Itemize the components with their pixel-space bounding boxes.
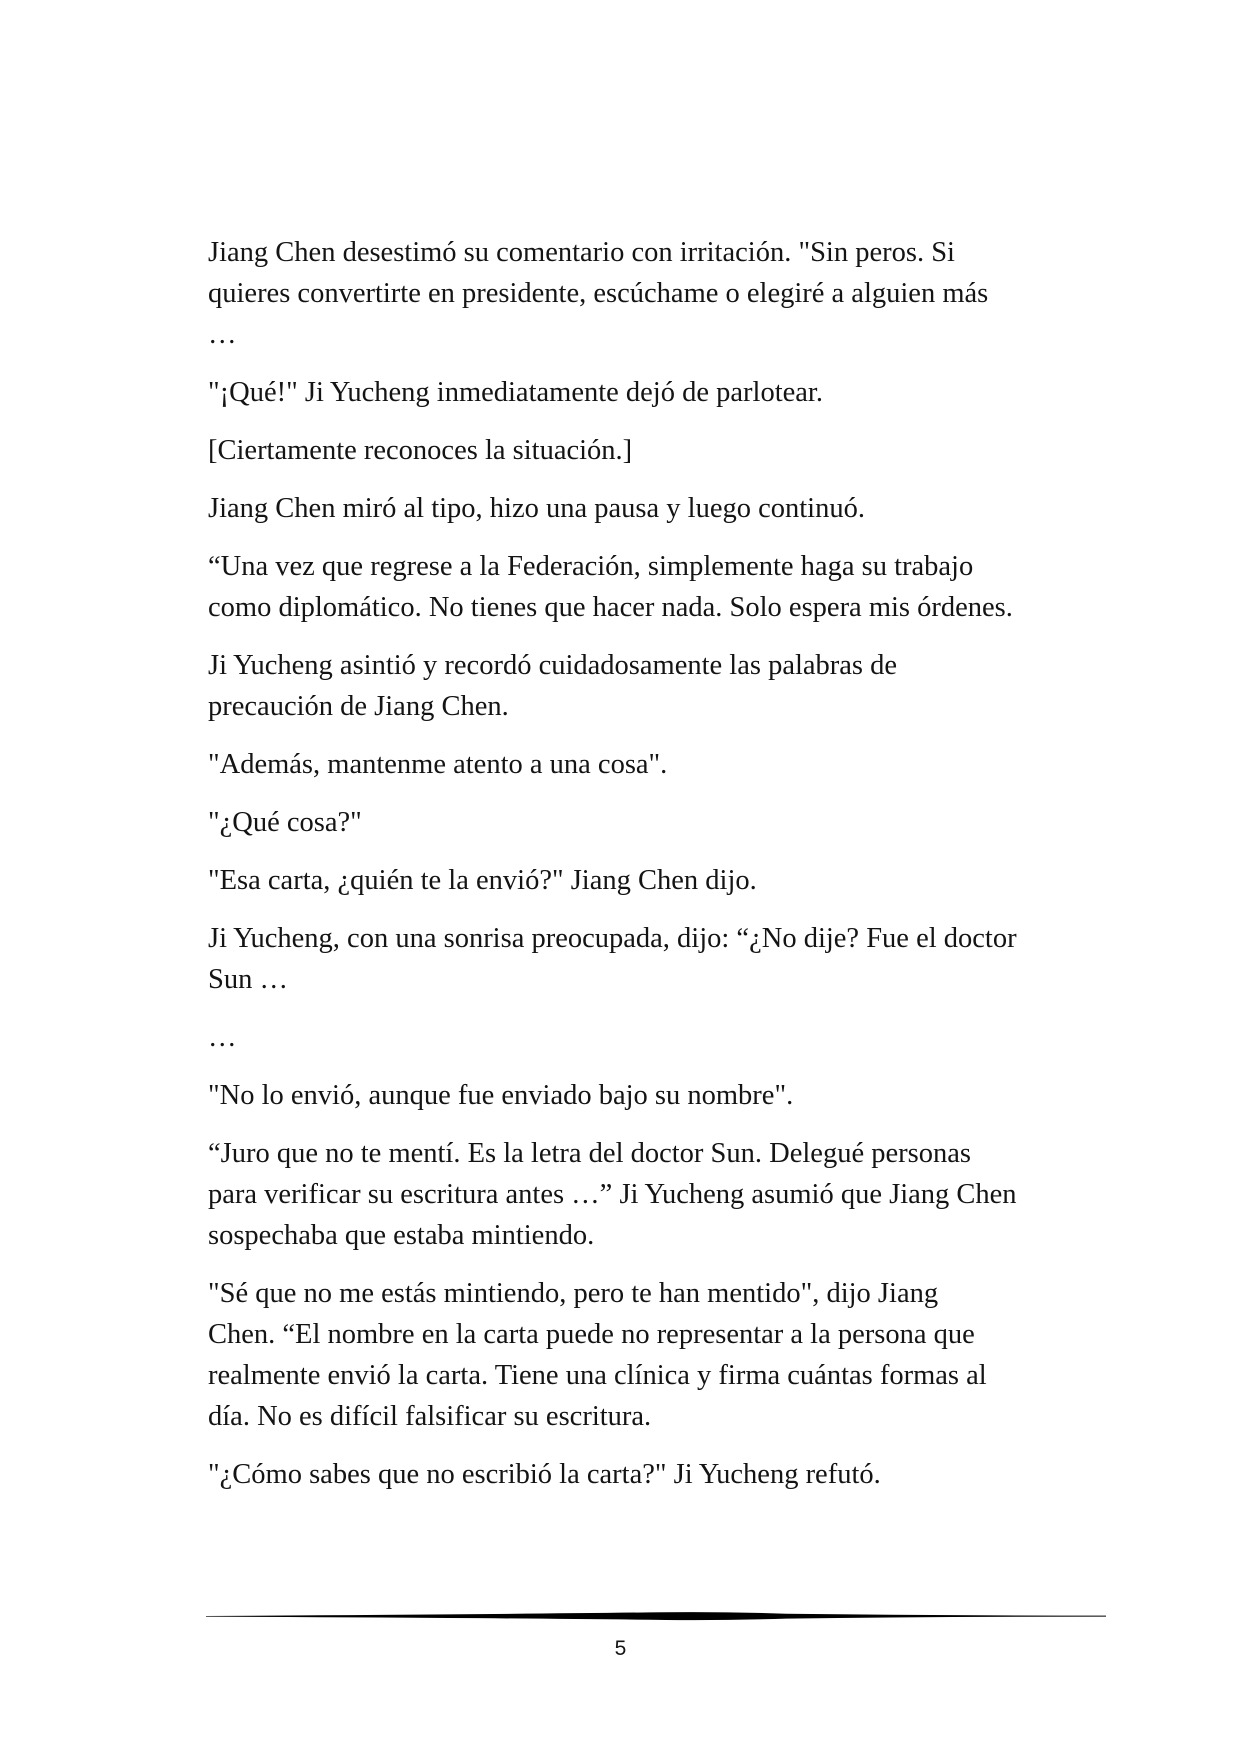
paragraph: "Esa carta, ¿quién te la envió?" Jiang Chen dijo. xyxy=(208,865,757,896)
paragraph: "¿Cómo sabes que no escribió la carta?" Ji Yucheng refutó. xyxy=(208,1459,881,1490)
paragraph: "¿Qué cosa?" xyxy=(208,807,362,838)
paragraph: "No lo envió, aunque fue enviado bajo su nombre". xyxy=(208,1080,794,1111)
paragraph: … xyxy=(208,1022,237,1053)
paragraph: Jiang Chen miró al tipo, hizo una pausa y luego continuó. xyxy=(208,493,865,524)
paragraph: "Sé que no me estás mintiendo, pero te han mentido", dijo Jiang Chen. “El nombre en la carta puede no representar a la persona que realmente envió la carta. Tiene una clínica y firma cuántas formas al día. No es difícil falsificar su escritura. xyxy=(208,1278,987,1432)
paragraph: Ji Yucheng asintió y recordó cuidadosamente las palabras de precaución de Jiang Chen. xyxy=(208,650,898,722)
paragraph: "Además, mantenme atento a una cosa". xyxy=(208,749,668,780)
paragraph: “Una vez que regrese a la Federación, simplemente haga su trabajo como diplomático. No tienes que hacer nada. Solo espera mis órdenes. xyxy=(208,551,1013,623)
paragraph: [Ciertamente reconoces la situación.] xyxy=(208,435,633,466)
paragraph: Ji Yucheng, con una sonrisa preocupada, dijo: “¿No dije? Fue el doctor Sun … xyxy=(208,923,1017,995)
page-number: 5 xyxy=(614,1637,627,1660)
footer-divider xyxy=(206,1611,1106,1621)
paragraph: Jiang Chen desestimó su comentario con irritación. "Sin peros. Si quieres convertirte en presidente, escúchame o elegiré a alguien más … xyxy=(208,237,989,350)
page-text-body xyxy=(208,232,1068,1512)
paragraph: "¡Qué!" Ji Yucheng inmediatamente dejó de parlotear. xyxy=(208,377,823,408)
paragraph: “Juro que no te mentí. Es la letra del doctor Sun. Delegué personas para verificar su escritura antes …” Ji Yucheng asumió que Jiang Chen sospechaba que estaba mintiendo. xyxy=(208,1138,1017,1251)
